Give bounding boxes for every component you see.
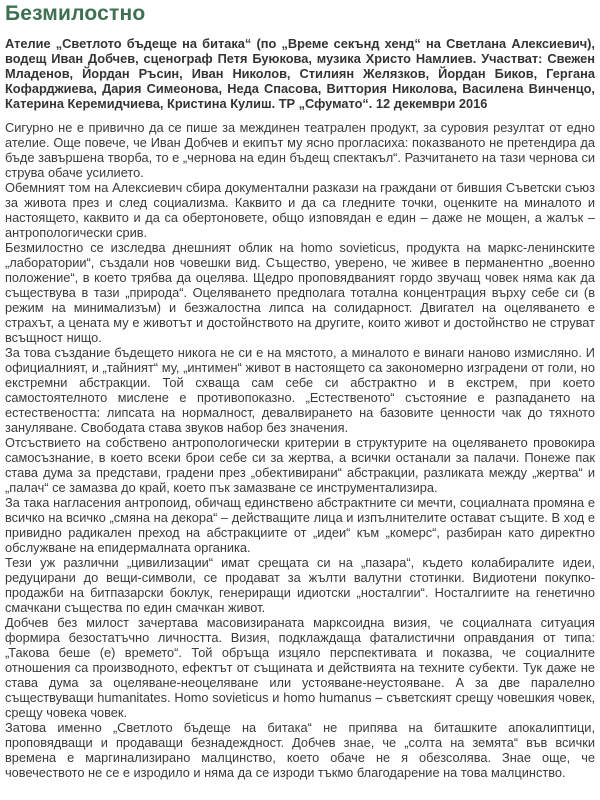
article-credits: Ателие „Светлото бъдеще на битака“ (по „Време секънд хенд“ на Светлана Алексиевич), водещ Иван Добчев, сценограф Петя Буюкова, музика Христо Намлиев. Участват: Свежен Младенов, Йордан Ръсин, Иван Николов, Стилиян Желязков, Йордан Биков, Гергана Кофарджиева, Дария Симеонова, Неда Спасова, Виттория Николова, Василена Винченцо, Катерина Керемидчиева, Кристина Кулиш. ТР „Сфумато“. 12 декември 2016: [5, 36, 595, 112]
article-paragraph-6: За така нагласения антропоид, обичащ единствено абстрактните си мечти, социалната промяна е всичко на всичко „смяна на декора“ – действащите лица и изпълнителите остават същите. В ход е привидно радикален преход на абстракциите от „идеи“ към „комерс“, разбиран като директно обслужване на епидермалната органика.: [5, 495, 595, 556]
article-paragraph-7: Тези уж различни „цивилизации“ имат срещата си на „пазара“, където колабиралите идеи, редуцирани до вещи-символи, се продават за жълти валутни стотинки. Видиотени покупко-продажби на битпазарски боклук, генериращи идиотски „носталгии“. Носталгиите на генетично смачкани същества по един смачкан живот.: [5, 555, 595, 616]
article-paragraph-2: Обемният том на Алексиевич сбира документални разкази на граждани от бившия Съветски съюз за живота през и след социализма. Каквито и да са гледните точки, оценките на миналото и настоящето, каквито и да са обертоновете, общо изповядан е един – даже не мощен, а жалък – антропологически срив.: [5, 180, 595, 241]
article-paragraph-9: Затова именно „Светлото бъдеще на битака“ не припява на биташките апокалиптици, проповядващи и продаващи безнадеждност. Добчев знае, че „солта на земята“ във всички времена е маргинализирано малцинство, което обаче не я обезсолява. Знае още, че човечеството не се е изродило и няма да се изроди тъкмо благодарение на това малцинство.: [5, 720, 595, 781]
article-paragraph-1: Сигурно не е привично да се пише за междинен театрален продукт, за суровия резултат от едно ателие. Още повече, че Иван Добчев и екипът му ясно прогласиха: показваното не претендира да бъде завършена творба, то е „чернова на един бъдещ спектакъл“. Разчитането на тази чернова си струва обаче усилието.: [5, 120, 595, 181]
article-paragraph-4: За това създание бъдещето никога не си е на мястото, а миналото е винаги наново измисляно. И официалният, и „тайният“ му, „интимен“ живот в настоящето са закономерно изградени от голи, но екстремни абстракции. Той схваща сам себе си абстрактно и в екстрем, при което самостоятелното мислене е противопоказно. „Естественото“ състояние е разпадането на естествеността: липсата на нормалност, девалвирането на базовите ценности чак до тяхното зануляване. Свободата става звуков набор без значения.: [5, 345, 595, 436]
article-paragraph-3: Безмилостно се изследва днешният облик на homo sovieticus, продукта на маркс-ленинските „лаборатории“, създали нов човешки вид. Същество, уверено, че живее в перманентно „военно положение“, в което трябва да оцелява. Щедро проповядваният гордо звучащ човек няма как да съществува в тази „природа“. Оцеляването предполага тотална концентрация върху себе си (в режим на минимализъм) и безжалостна липса на солидарност. Двигател на оцеляването е страхът, а цената му е животът и достойнството на другите, които живот и достойнство не струват всъщност нищо.: [5, 240, 595, 346]
article-title: Безмилостно: [5, 2, 146, 25]
article-paragraph-8: Добчев без милост зачертава масовизираната марксоидна визия, че социалната ситуация формира безостатъчно личността. Визия, подклаждаща фаталистични оправдания от типа: „Такова беше (е) времето“. Той обръща изцяло перспективата и показва, че социалните отношения са производното, ефектът от същината и действията на техните субекти. Тук даже не става дума за оцеляване-неоцеляване или устояване-неустояване. А за две паралелно съществуващи humanitates. Homo sovieticus и homo humanus – съветският срещу човешкия човек, срещу човека човек.: [5, 615, 595, 721]
article-paragraph-5: Отсъствието на собствено антропологически критерии в структурите на оцеляването провокира самосъзнание, в което всеки брои себе си за жертва, а всички останали за палачи. Понеже пак става дума за представи, градени през „обективирани“ абстракции, разликата между „жертва“ и „палач“ се замазва до край, което пък замазване се инструментализира.: [5, 435, 595, 496]
